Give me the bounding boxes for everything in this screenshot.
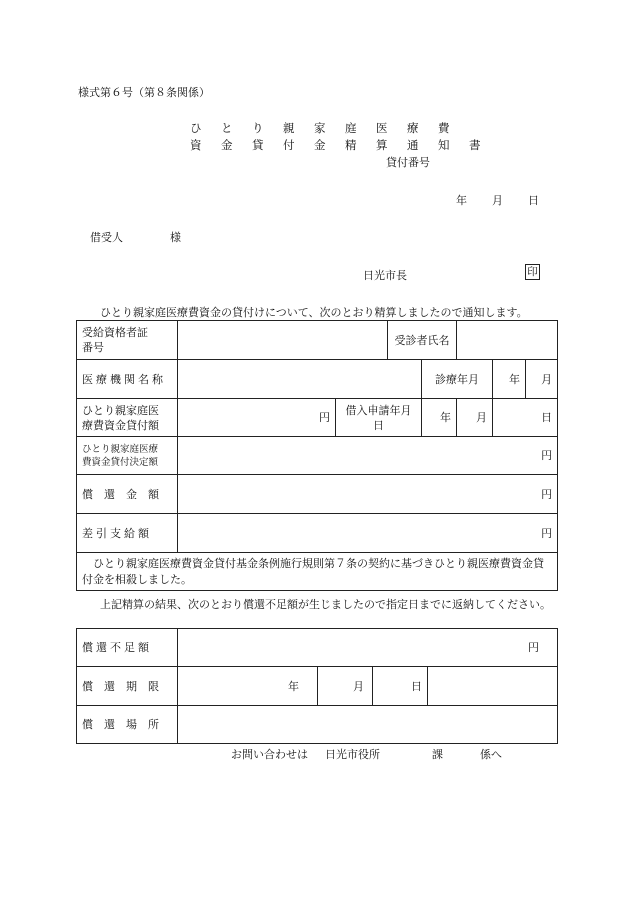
contact-section: 課: [432, 748, 443, 761]
application-year: 年: [422, 399, 457, 437]
shortfall-text-content: 上記精算の結果、次のとおり償還不足額が生じましたので指定日までに返納してください。: [100, 598, 551, 611]
deadline-month: 月: [318, 667, 373, 706]
treatment-month-label: 診療年月: [422, 360, 493, 399]
deadline-label: 償還期限: [77, 667, 178, 706]
form-number: 様式第６号（第８条関係）: [78, 86, 210, 99]
net-payment-label: 差引支給額: [77, 514, 178, 553]
deadline-day: 日: [373, 667, 428, 706]
loan-number-label: 貸付番号: [386, 156, 430, 169]
loan-decision-yen: 円: [178, 437, 558, 475]
shortfall-text: [100, 596, 556, 613]
treatment-month: 月: [526, 360, 558, 399]
patient-name-value: [457, 321, 558, 360]
application-date-label: 借入申請年月日: [336, 399, 422, 437]
repayment-amount-label: 償還金額: [77, 475, 178, 514]
cert-number-label: 受給資格者証 番号: [77, 321, 178, 360]
loan-amount-label: ひとり親家庭医 療費資金貸付額: [77, 399, 178, 437]
issuer-name: 日光市長: [363, 269, 407, 282]
cert-number-value: [178, 321, 388, 360]
loan-amount-yen: 円: [178, 399, 336, 437]
date-month: 月: [492, 194, 503, 207]
title-line-2: 資金貸付金精算通知書: [190, 138, 500, 152]
application-day: 日: [493, 399, 558, 437]
deadline-year: 年: [178, 667, 318, 706]
settlement-table: [76, 320, 558, 591]
date-day: 日: [528, 194, 539, 207]
medical-institution-value: [178, 360, 422, 399]
patient-name-label: 受診者氏名: [388, 321, 457, 360]
deadline-blank: [428, 667, 558, 706]
official-seal: 印: [525, 264, 540, 280]
contact-office: 日光市役所: [325, 748, 380, 761]
repayment-amount-yen: 円: [178, 475, 558, 514]
shortfall-table: [76, 628, 558, 744]
application-month: 月: [457, 399, 493, 437]
net-payment-yen: 円: [178, 514, 558, 553]
repayment-place-value: [178, 706, 558, 744]
repayment-place-label: 償還場所: [77, 706, 178, 744]
treatment-year: 年: [493, 360, 526, 399]
offset-note: ひとり親家庭医療費資金貸付基金条例施行規則第７条の契約に基づきひとり親医療費資金貸付金を相殺しました。: [77, 553, 558, 591]
medical-institution-label: 医療機関名称: [77, 360, 178, 399]
borrower-honorific: 様: [170, 231, 181, 244]
title-line-1: ひとり親家庭医療費: [190, 121, 469, 135]
loan-decision-label: ひとり親家庭医療 費資金貸付決定額: [77, 437, 178, 475]
contact-unit: 係へ: [480, 748, 502, 761]
borrower-label: 借受人: [90, 231, 123, 244]
intro-text: ひとり親家庭医療費資金の貸付けについて、次のとおり精算しましたので通知します。: [100, 306, 528, 319]
shortfall-amount-label: 償還不足額: [77, 629, 178, 667]
shortfall-amount-yen: 円: [178, 629, 558, 667]
date-year: 年: [456, 194, 467, 207]
contact-prefix: お問い合わせは: [231, 748, 308, 761]
